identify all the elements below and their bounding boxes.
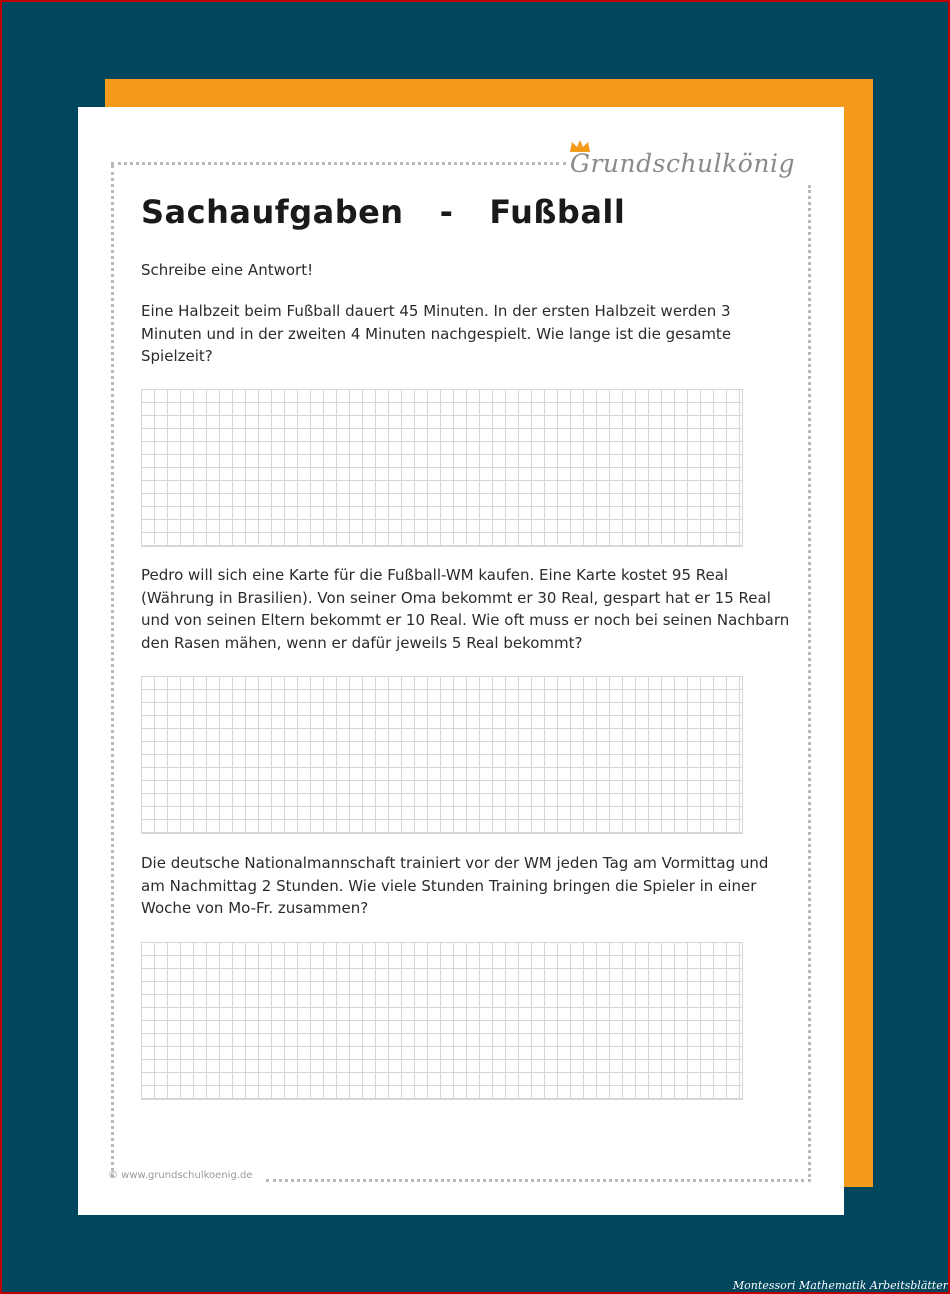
task-1-text: Eine Halbzeit beim Fußball dauert 45 Minuten. In der ersten Halbzeit werden 3 Minuten und in der zweiten 4 Minuten nachgespielt. Wie lange ist die gesamte Spielzeit?	[141, 302, 732, 365]
dotted-border-top	[111, 162, 566, 165]
copyright-text: © www.grundschulkoenig.de	[108, 1170, 253, 1181]
task-2-text: Pedro will sich eine Karte für die Fußball-WM kaufen. Eine Karte kostet 95 Real (Währung in Brasilien). Von seiner Oma bekommt er 30 Real, gespart hat er 15 Real und von seinen Eltern bekommt er 10 Real. Wie oft muss er noch bei seinen Nachbarn den Rasen mähen, wenn er dafür jeweils 5 Real bekommt?	[141, 566, 790, 652]
page-title	[141, 193, 625, 231]
logo-text: Grundschulkönig	[570, 149, 795, 178]
worksheet-page	[78, 107, 844, 1215]
title-separator: -	[439, 193, 454, 231]
answer-grid-3[interactable]	[141, 942, 743, 1100]
answer-grid-1[interactable]	[141, 389, 743, 547]
title-right: Fußball	[489, 193, 626, 231]
dotted-border-left	[111, 165, 114, 1177]
dotted-border-right	[808, 185, 811, 1177]
task-3-text: Die deutsche Nationalmannschaft trainiert vor der WM jeden Tag am Vormittag und am Nachmittag 2 Stunden. Wie viele Stunden Training bringen die Spieler in einer Woche von Mo-Fr. zusammen?	[141, 854, 769, 917]
title-left: Sachaufgaben	[141, 193, 404, 231]
watermark-text: Montessori Mathematik Arbeitsblätter	[732, 1279, 948, 1292]
dotted-border-bottom	[266, 1179, 811, 1182]
answer-grid-2[interactable]	[141, 676, 743, 834]
instruction-text: Schreibe eine Antwort!	[141, 261, 314, 279]
